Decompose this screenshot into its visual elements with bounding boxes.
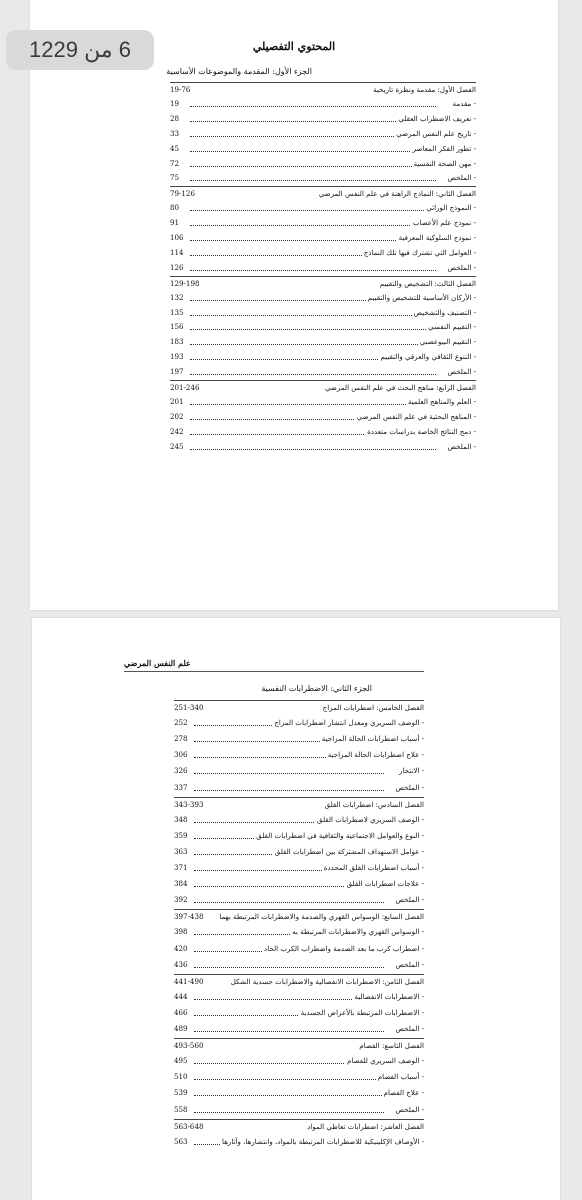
toc-entry-title: - اضطراب كرب ما بعد الصدمة واضطراب الكرب الحاد	[262, 942, 424, 956]
toc-chapter-row	[174, 797, 424, 812]
toc-page-number: 392	[174, 893, 191, 907]
toc-entry-row	[170, 395, 476, 409]
dot-leader	[190, 210, 436, 211]
toc-entry-title: - تعريف الاضطراب العقلي	[396, 112, 476, 126]
toc-entry-row	[174, 845, 424, 859]
toc-entry-title: - تطور الفكر المعاصر	[411, 142, 476, 156]
toc-page-number: 135	[170, 306, 187, 320]
document-page-1	[30, 0, 558, 610]
toc-entry-title: - نموذج علم الأعصاب	[411, 216, 476, 230]
toc-entry-row	[174, 877, 424, 891]
dot-leader	[194, 790, 384, 791]
toc-entry-row	[174, 1006, 424, 1020]
dot-leader	[190, 404, 436, 405]
toc-entry-row	[170, 231, 476, 245]
toc-page-number: 197	[170, 365, 187, 379]
toc-entry-title: - الاضطرابات الانفصالية	[353, 990, 424, 1004]
toc-entry-row	[170, 261, 476, 275]
dot-leader	[190, 374, 436, 375]
running-header: علم النفس المرضي	[124, 658, 191, 668]
toc-page-number: 444	[174, 990, 191, 1004]
toc-entry-row	[174, 764, 424, 778]
toc-entry-row	[174, 942, 424, 956]
toc-page-number: 493-560	[174, 1039, 206, 1053]
toc-entry-title: - التنوع الثقافي والعرقي والتقييم	[378, 350, 476, 364]
toc-entry-row	[170, 335, 476, 349]
toc-entry-title: الفصل التاسع: الفصام	[357, 1039, 424, 1053]
toc-page-number: 75	[170, 171, 182, 185]
toc-entry-title: الفصل العاشر: اضطرابات تعاطي المواد	[305, 1120, 424, 1134]
toc-page-number: 242	[170, 425, 187, 439]
toc-entry-title: الفصل الخامس: اضطرابات المزاج	[321, 701, 424, 715]
dot-leader	[190, 270, 436, 271]
toc-title: المحتوي التفصيلي	[252, 40, 336, 53]
dot-leader	[190, 329, 436, 330]
dot-leader	[194, 773, 384, 774]
toc-page-number: 106	[170, 231, 187, 245]
toc-page-number: 245	[170, 440, 187, 454]
toc-page-number: 420	[174, 942, 191, 956]
toc-entry-title: - الملخص	[445, 440, 476, 454]
toc-page-number: 563-648	[174, 1120, 206, 1134]
page-indicator: 6 من 1229	[6, 30, 154, 70]
toc-entry-row	[174, 1086, 424, 1100]
toc-entry-title: الفصل الثاني: النماذج الراهنة في علم النفس المرضي	[317, 187, 476, 201]
toc-entry-title: - الانتحار	[397, 764, 424, 778]
toc-entry-title: - عوامل الاستهداف المشتركة بين اضطرابات القلق	[273, 845, 424, 859]
toc-page-number: 183	[170, 335, 187, 349]
toc-entry-title: - علاج الفصام	[382, 1086, 424, 1100]
toc-entry-row	[174, 1135, 424, 1149]
toc-entry-row	[170, 157, 476, 171]
dot-leader	[194, 1112, 384, 1113]
toc-page-number: 193	[170, 350, 187, 364]
toc-page-number: 80	[170, 201, 182, 215]
toc-entry-row	[174, 1103, 424, 1117]
toc-entry-title: - دمج النتائج الخاصة بدراسات متعددة	[365, 425, 476, 439]
toc-page-number: 252	[174, 716, 191, 730]
dot-leader	[190, 225, 436, 226]
toc-page-number: 558	[174, 1103, 191, 1117]
toc-chapter-row	[170, 380, 476, 395]
toc-entry-title: - الوصف السريري لاضطرابات القلق	[315, 813, 424, 827]
toc-entry-row	[170, 112, 476, 126]
toc-entry-row	[170, 216, 476, 230]
dot-leader	[190, 344, 436, 345]
toc-page-number: 45	[170, 142, 182, 156]
dot-leader	[190, 449, 436, 450]
toc-entry-title: - العلم والمناهج العلمية	[406, 395, 476, 409]
toc-entry-row	[174, 829, 424, 843]
toc-entry-title: - مقدمة	[451, 97, 476, 111]
toc-entry-title: - الملخص	[393, 958, 424, 972]
toc-page-number: 19-76	[170, 83, 193, 97]
toc-entry-row	[170, 291, 476, 305]
toc-entry-row	[170, 246, 476, 260]
toc-page-number: 563	[174, 1135, 191, 1149]
toc-entry-row	[170, 142, 476, 156]
toc-page-number: 510	[174, 1070, 191, 1084]
toc-entry-title: - علاجات اضطرابات القلق	[345, 877, 424, 891]
toc-page-number: 201	[170, 395, 187, 409]
dot-leader	[190, 180, 436, 181]
toc-chapter-row	[174, 974, 424, 989]
toc-page-number: 33	[170, 127, 182, 141]
toc-entry-title: الفصل الثالث: التشخيص والتقييم	[378, 277, 476, 291]
toc-entry-row	[174, 958, 424, 972]
toc-entry-row	[174, 1054, 424, 1068]
toc-page-number: 19	[170, 97, 182, 111]
toc-page-number: 28	[170, 112, 182, 126]
document-page-2	[32, 618, 560, 1200]
toc-entry-row	[170, 365, 476, 379]
toc-page-number: 202	[170, 410, 187, 424]
toc-page-number: 363	[174, 845, 191, 859]
toc-entry-title: - التصنيف والتشخيص	[412, 306, 476, 320]
part-title: الجزء الثاني: الاضطرابات النفسية	[261, 684, 372, 693]
toc-entry-title: - الملخص	[393, 893, 424, 907]
toc-page-number: 441-490	[174, 975, 206, 989]
dot-leader	[194, 967, 384, 968]
toc-page-number: 278	[174, 732, 191, 746]
toc-page-number: 91	[170, 216, 182, 230]
toc-page-number: 326	[174, 764, 191, 778]
toc-page-number: 129-198	[170, 277, 202, 291]
toc-entry-title: الفصل السادس: اضطرابات القلق	[323, 798, 424, 812]
toc-entry-title: - أسباب اضطرابات القلق المحددة	[322, 861, 424, 875]
toc-page-number: 343-393	[174, 798, 206, 812]
toc-entry-row	[174, 732, 424, 746]
toc-entry-row	[174, 990, 424, 1004]
toc-entry-row	[174, 1070, 424, 1084]
toc-entry-row	[174, 716, 424, 730]
dot-leader	[190, 106, 436, 107]
toc-page-number: 398	[174, 925, 191, 939]
toc-page-number: 337	[174, 781, 191, 795]
dot-leader	[194, 1079, 384, 1080]
dot-leader	[194, 902, 384, 903]
dot-leader	[190, 166, 436, 167]
toc-chapter-row	[170, 186, 476, 201]
toc-chapter-row	[170, 82, 476, 97]
header-divider	[124, 671, 424, 672]
toc-entry-row	[174, 893, 424, 907]
toc-entry-title: - النوع والعوامل الاجتماعية والثقافية في اضطرابات القلق	[254, 829, 424, 843]
toc-entry-title: - التقييم النفسي	[426, 320, 476, 334]
toc-page-number: 436	[174, 958, 191, 972]
toc-entry-row	[170, 425, 476, 439]
toc-page-number: 359	[174, 829, 191, 843]
toc-page-number: 79-126	[170, 187, 198, 201]
toc-entry-title: - تاريخ علم النفس المرضي	[394, 127, 476, 141]
toc-chapter-row	[170, 276, 476, 291]
toc-entry-title: - علاج اضطرابات الحالة المزاجية	[326, 748, 424, 762]
toc-entry-title: - الملخص	[445, 365, 476, 379]
toc-entry-title: - الأركان الأساسية للتشخيص والتقييم	[366, 291, 476, 305]
toc-entry-row	[174, 781, 424, 795]
toc-list	[174, 700, 424, 1160]
toc-list	[170, 82, 476, 452]
toc-chapter-row	[174, 700, 424, 715]
toc-chapter-row	[174, 1038, 424, 1053]
toc-entry-title: - أسباب اضطرابات الحالة المزاجية	[320, 732, 424, 746]
toc-entry-title: - نموذج السلوكية المعرفية	[397, 231, 476, 245]
toc-entry-title: - الملخص	[393, 1103, 424, 1117]
toc-entry-title: - الأوصاف الإكلينيكية للاضطرابات المرتبطة بالمواد، وانتشارها، وآثارها	[220, 1135, 424, 1149]
toc-entry-title: - الملخص	[393, 1022, 424, 1036]
toc-entry-row	[170, 350, 476, 364]
toc-entry-title: الفصل السابع: الوسواس القهري والصدمة والاضطرابات المرتبطة بهما	[217, 910, 424, 924]
toc-entry-title: - الملخص	[445, 171, 476, 185]
toc-page-number: 384	[174, 877, 191, 891]
toc-page-number: 126	[170, 261, 187, 275]
toc-page-number: 539	[174, 1086, 191, 1100]
toc-entry-title: - مهن الصحة النفسية	[412, 157, 476, 171]
toc-page-number: 132	[170, 291, 187, 305]
toc-entry-title: - المناهج البحثية في علم النفس المرضي	[355, 410, 476, 424]
toc-page-number: 251-340	[174, 701, 206, 715]
toc-entry-row	[170, 410, 476, 424]
toc-page-number: 489	[174, 1022, 191, 1036]
toc-entry-title: - العوامل التي تشترك فيها تلك النماذج	[362, 246, 476, 260]
toc-entry-title: - الوسواس القهري والاضطرابات المرتبطة به	[290, 925, 424, 939]
toc-page-number: 348	[174, 813, 191, 827]
toc-entry-title: - الملخص	[393, 781, 424, 795]
toc-entry-row	[170, 127, 476, 141]
toc-entry-title: الفصل الثامن: الاضطرابات الانفصالية والاضطرابات جسدية الشكل	[229, 975, 424, 989]
toc-entry-row	[174, 1022, 424, 1036]
toc-entry-title: - النموذج الوراثي	[424, 201, 476, 215]
toc-page-number: 72	[170, 157, 182, 171]
toc-page-number: 201-246	[170, 381, 202, 395]
toc-entry-row	[174, 813, 424, 827]
toc-entry-title: - أسباب الفصام	[376, 1070, 424, 1084]
toc-entry-row	[170, 306, 476, 320]
part-title: الجزء الأول: المقدمة والموضوعات الأساسية	[166, 67, 312, 76]
toc-entry-row	[170, 201, 476, 215]
toc-entry-row	[170, 97, 476, 111]
toc-entry-row	[174, 925, 424, 939]
toc-entry-title: - التقييم البيوعصبي	[418, 335, 476, 349]
dot-leader	[194, 1095, 384, 1096]
dot-leader	[194, 1031, 384, 1032]
toc-page-number: 156	[170, 320, 187, 334]
toc-entry-title: - الوصف السريري للفصام	[345, 1054, 424, 1068]
toc-page-number: 466	[174, 1006, 191, 1020]
toc-entry-row	[174, 748, 424, 762]
toc-chapter-row	[174, 909, 424, 924]
toc-entry-title: الفصل الرابع: مناهج البحث في علم النفس المرضي	[323, 381, 476, 395]
toc-page-number: 306	[174, 748, 191, 762]
toc-entry-title: - الملخص	[445, 261, 476, 275]
toc-entry-title: - الوصف السريري ومعدل انتشار اضطرابات المزاج	[272, 716, 424, 730]
toc-entry-row	[170, 320, 476, 334]
toc-page-number: 397-438	[174, 910, 206, 924]
toc-entry-row	[170, 171, 476, 185]
toc-page-number: 495	[174, 1054, 191, 1068]
toc-page-number: 371	[174, 861, 191, 875]
toc-entry-title: الفصل الأول: مقدمة ونظرة تاريخية	[371, 83, 476, 97]
toc-chapter-row	[174, 1119, 424, 1134]
toc-entry-title: - الاضطرابات المرتبطة بالأعراض الجسدية	[299, 1006, 424, 1020]
dot-leader	[190, 315, 436, 316]
toc-entry-row	[174, 861, 424, 875]
dot-leader	[190, 151, 436, 152]
toc-entry-row	[170, 440, 476, 454]
toc-page-number: 114	[170, 246, 187, 260]
